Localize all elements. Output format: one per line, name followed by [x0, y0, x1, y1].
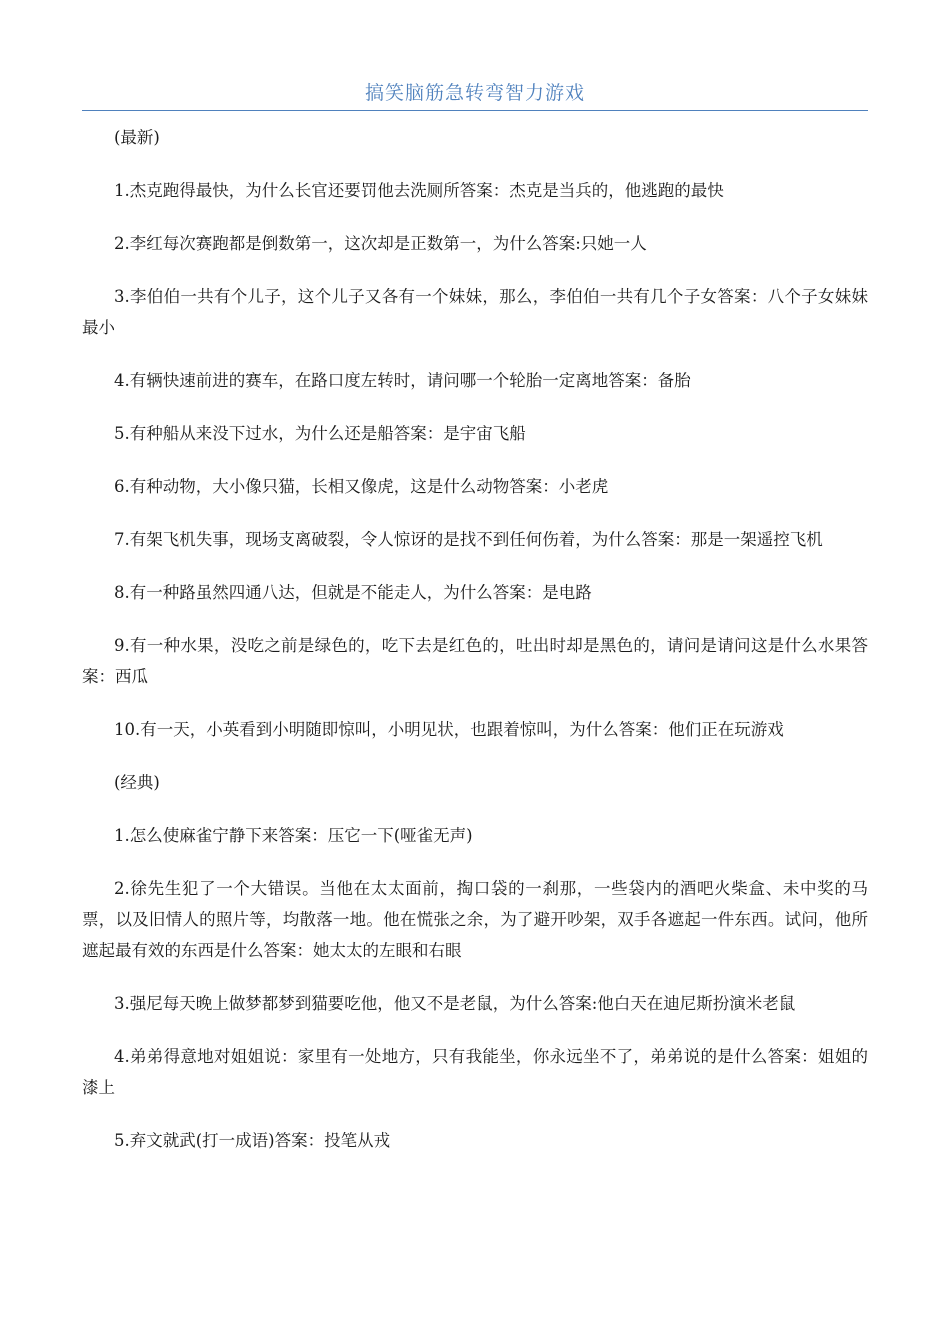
riddle-item: 5.弃文就武(打一成语)答案：投笔从戎 [114, 1131, 391, 1150]
section-heading-latest: (最新) [114, 128, 160, 147]
section-heading-classic: (经典) [114, 773, 160, 792]
riddle-item: 9.有一种水果，没吃之前是绿色的，吃下去是红色的，吐出时却是黑色的，请问是请问这是什么水果答案：西瓜 [82, 636, 868, 686]
riddle-item: 4.有辆快速前进的赛车，在路口度左转时，请问哪一个轮胎一定离地答案：备胎 [114, 371, 691, 390]
riddle-item: 10.有一天，小英看到小明随即惊叫，小明见状，也跟着惊叫，为什么答案：他们正在玩游戏 [114, 720, 784, 739]
page-title: 搞笑脑筋急转弯智力游戏 [364, 82, 585, 104]
riddle-item: 1.杰克跑得最快，为什么长官还要罚他去洗厕所答案：杰克是当兵的，他逃跑的最快 [114, 181, 724, 200]
page-header [82, 80, 868, 111]
riddle-item: 3.强尼每天晚上做梦都梦到猫要吃他，他又不是老鼠，为什么答案:他白天在迪尼斯扮演米老鼠 [114, 994, 796, 1013]
riddle-item: 7.有架飞机失事，现场支离破裂，令人惊讶的是找不到任何伤着，为什么答案：那是一架遥控飞机 [114, 530, 823, 549]
riddle-item: 8.有一种路虽然四通八达，但就是不能走人，为什么答案：是电路 [114, 583, 592, 602]
riddle-item: 2.李红每次赛跑都是倒数第一，这次却是正数第一，为什么答案:只她一人 [114, 234, 647, 253]
riddle-item: 3.李伯伯一共有个儿子，这个儿子又各有一个妹妹，那么，李伯伯一共有几个子女答案：八个子女妹妹最小 [82, 287, 868, 337]
riddle-item: 2.徐先生犯了一个大错误。当他在太太面前，掏口袋的一刹那，一些袋内的酒吧火柴盒、未中奖的马票，以及旧情人的照片等，均散落一地。他在慌张之余，为了避开吵架，双手各遮起一件东西。试问，他所遮起最有效的东西是什么答案：她太太的左眼和右眼 [82, 879, 868, 960]
riddle-item: 1.怎么使麻雀宁静下来答案：压它一下(哑雀无声) [114, 826, 473, 845]
riddle-item: 5.有种船从来没下过水，为什么还是船答案：是宇宙飞船 [114, 424, 526, 443]
riddle-item: 6.有种动物，大小像只猫，长相又像虎，这是什么动物答案：小老虎 [114, 477, 609, 496]
document-body [82, 122, 868, 1178]
riddle-item: 4.弟弟得意地对姐姐说：家里有一处地方，只有我能坐，你永远坐不了，弟弟说的是什么答案：姐姐的漆上 [82, 1047, 868, 1097]
